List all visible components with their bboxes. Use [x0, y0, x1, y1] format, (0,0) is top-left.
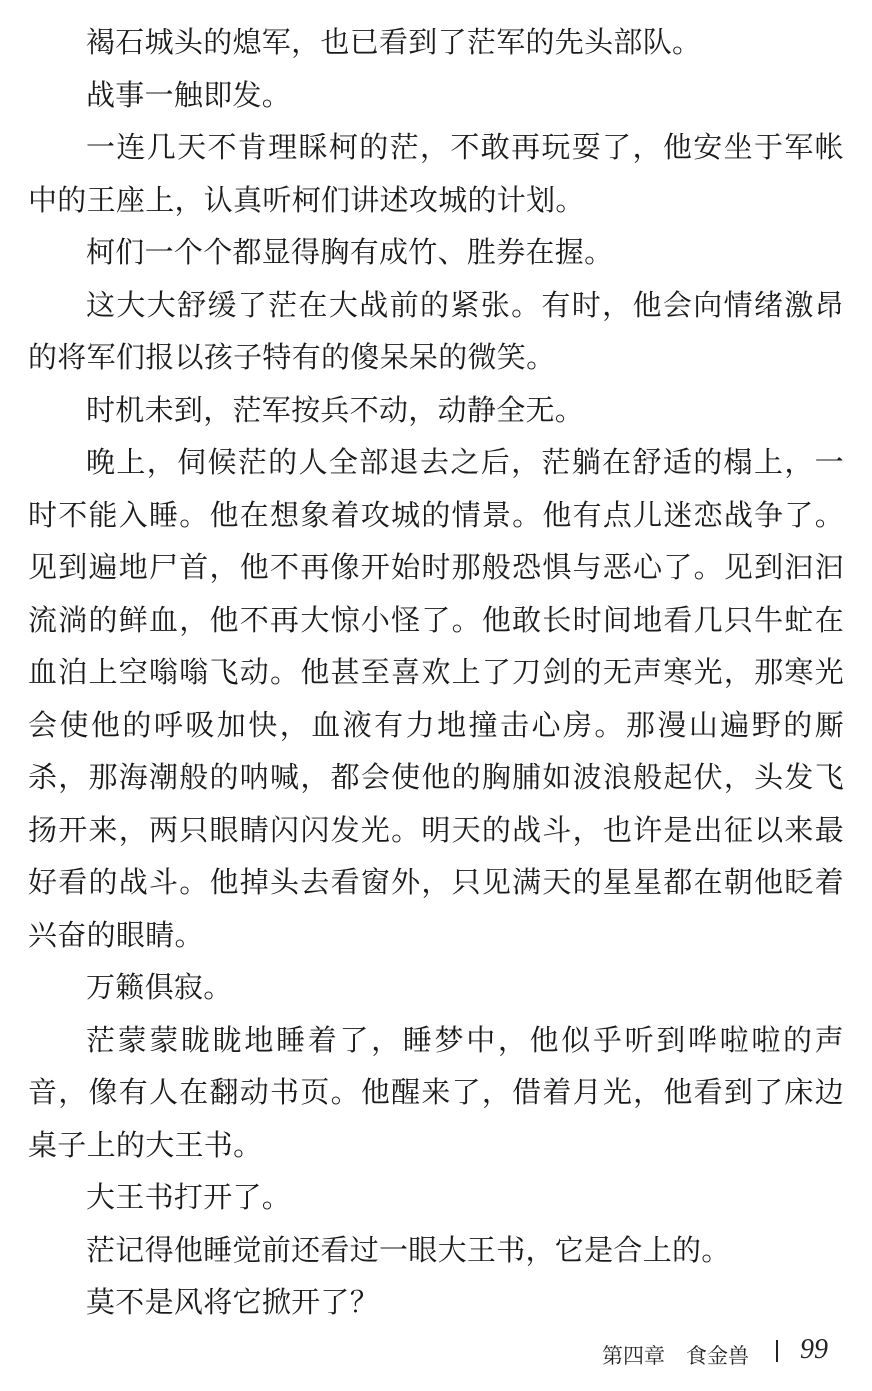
paragraph-7: 晚上，伺候茫的人全部退去之后，茫躺在舒适的榻上，一时不能入睡。他在想象着攻城的情景。他有点儿迷恋战争了。见到遍地尸首，他不再像开始时那般恐惧与恶心了。见到汩汩流淌的鲜血，他不再大惊小怪了。他敢长时间地看几只牛虻在血泊上空嗡嗡飞动。他甚至喜欢上了刀剑的无声寒光，那寒光会使他的呼吸加快，血液有力地撞击心房。那漫山遍野的厮杀，那海潮般的呐喊，都会使他的胸脯如波浪般起伏，头发飞扬开来，两只眼睛闪闪发光。明天的战斗，也许是出征以来最好看的战斗。他掉头去看窗外，只见满天的星星都在朝他眨着兴奋的眼睛。: [28, 445, 844, 952]
paragraph-1: 褐石城头的熄军，也已看到了茫军的先头部队。: [86, 25, 702, 59]
paragraph-5: 这大大舒缓了茫在大战前的紧张。有时，他会向情绪激昂的将军们报以孩子特有的傻呆呆的微笑。: [28, 287, 844, 374]
paragraph-6: 时机未到，茫军按兵不动，动静全无。: [86, 392, 585, 427]
paragraph-2: 战事一触即发。: [86, 77, 292, 112]
page-number: 99: [800, 1334, 828, 1365]
paragraph-10: 大王书打开了。: [86, 1180, 292, 1214]
paragraph-4: 柯们一个个都显得胸有成竹、胜券在握。: [86, 235, 614, 269]
page-footer: [0, 1334, 872, 1370]
book-page-body: [28, 16, 844, 1329]
footer-divider: [776, 1340, 778, 1362]
chapter-title: 第四章 食金兽: [602, 1344, 749, 1368]
paragraph-9: 茫蒙蒙眬眬地睡着了，睡梦中，他似乎听到哗啦啦的声音，像有人在翻动书页。他醒来了，借着月光，他看到了床边桌子上的大王书。: [28, 1022, 844, 1162]
paragraph-8: 万籁俱寂。: [86, 970, 233, 1004]
paragraph-11: 茫记得他睡觉前还看过一眼大王书，它是合上的。: [86, 1232, 731, 1267]
paragraph-12: 莫不是风将它掀开了？: [86, 1285, 380, 1319]
paragraph-3: 一连几天不肯理睬柯的茫，不敢再玩耍了，他安坐于军帐中的王座上，认真听柯们讲述攻城的计划。: [28, 130, 844, 217]
